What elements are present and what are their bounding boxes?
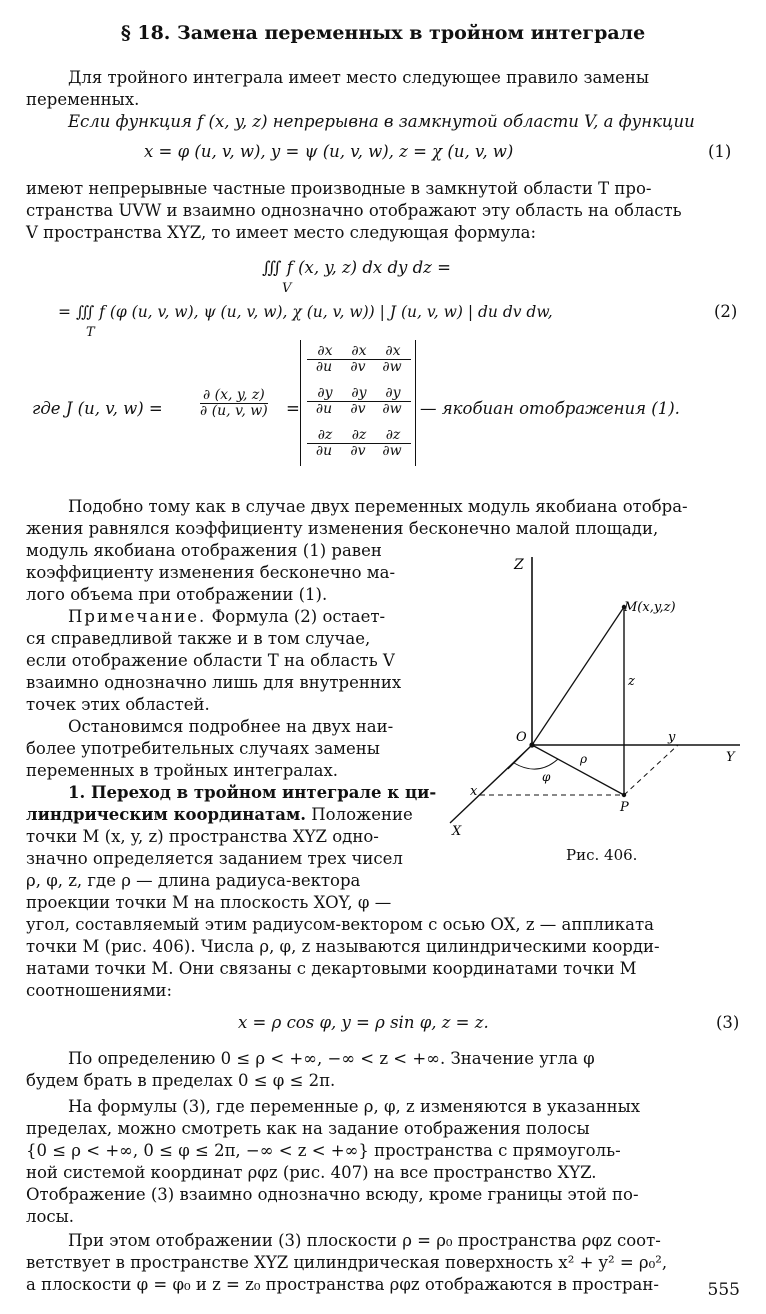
det-cell: ∂v xyxy=(350,443,366,459)
equation-2-left: ∭ f (x, y, z) dx dy dz = xyxy=(262,258,451,277)
equation-2-right-domain: T xyxy=(86,325,95,340)
det-cell: ∂u xyxy=(315,401,333,417)
det-cell: ∂x xyxy=(375,344,411,360)
continuation-line-3: V пространства XYZ, то имеет место следующая формула: xyxy=(26,223,537,242)
det-cell: ∂v xyxy=(350,359,366,375)
para-similar-4: коэффициенту изменения бесконечно ма- xyxy=(26,563,396,582)
x-label: x xyxy=(470,784,478,799)
equation-3-number: (3) xyxy=(716,1013,740,1032)
phi-label: φ xyxy=(542,770,551,784)
z-segment-label: z xyxy=(628,674,635,689)
continuation-line-2: странства UVW и взаимно однозначно отображают эту область на область xyxy=(26,201,682,220)
section1-line-3: значно определяется заданием трех чисел xyxy=(26,849,403,868)
para-formulas-5: Отображение (3) взаимно однозначно всюду, кроме границы этой по- xyxy=(26,1185,639,1204)
para-similar-2: жения равнялся коэффициенту изменения бесконечно малой площади, xyxy=(26,519,659,538)
det-cell: ∂v xyxy=(350,401,366,417)
note-line-5: точек этих областей. xyxy=(26,695,210,714)
det-row-2 xyxy=(307,386,409,417)
para-def-2: будем брать в пределах 0 ≤ φ ≤ 2π. xyxy=(26,1071,336,1090)
z-axis-label: Z xyxy=(514,557,524,573)
det-cell: ∂z xyxy=(307,428,343,444)
note-label: Примечание. xyxy=(68,607,207,626)
point-p xyxy=(622,793,626,797)
det-cell: ∂y xyxy=(341,386,377,402)
det-cell: ∂y xyxy=(307,386,343,402)
det-cell: ∂w xyxy=(382,401,402,417)
para-last-2: ветствует в пространстве XYZ цилиндрическая поверхность x² + y² = ρ₀², xyxy=(26,1253,668,1272)
phi-ray xyxy=(508,745,532,769)
para-formulas-3: {0 ≤ ρ < +∞, 0 ≤ φ ≤ 2π, −∞ < z < +∞} пространства с прямоуголь- xyxy=(26,1141,621,1160)
intro-line-1: Для тройного интеграла имеет место следующее правило замены xyxy=(68,68,650,87)
figure-406 xyxy=(440,545,750,845)
section1-heading-b: линдрическим координатам. xyxy=(26,805,307,824)
section1-line-7: точки M (рис. 406). Числа ρ, φ, z называются цилиндрическими коорди- xyxy=(26,937,660,956)
point-m-label: M(x,y,z) xyxy=(624,600,676,615)
para-similar-3: модуль якобиана отображения (1) равен xyxy=(26,541,382,560)
jacobian-determinant xyxy=(300,340,416,466)
continuation-line-1: имеют непрерывные частные производные в замкнутой области T про- xyxy=(26,179,652,198)
equation-1-number: (1) xyxy=(708,142,732,161)
section1-text-1: Положение xyxy=(311,805,413,824)
x-axis-label: X xyxy=(452,824,462,839)
jacobian-equals: = xyxy=(286,399,300,418)
det-cell: ∂z xyxy=(375,428,411,444)
para-formulas-6: лосы. xyxy=(26,1207,75,1226)
det-cell: ∂u xyxy=(315,443,333,459)
point-p-label: P xyxy=(620,800,629,815)
det-cell: ∂w xyxy=(382,359,402,375)
note-line-4: взаимно однозначно лишь для внутренних xyxy=(26,673,402,692)
para-def-1: По определению 0 ≤ ρ < +∞, −∞ < z < +∞. Значение угла φ xyxy=(68,1049,595,1068)
y-projection-line xyxy=(624,745,678,795)
y-axis-label: Y xyxy=(726,750,735,765)
om-line xyxy=(532,607,624,745)
section1-line-9: соотношениями: xyxy=(26,981,173,1000)
jacobian-fraction xyxy=(200,388,268,419)
origin-label: O xyxy=(516,730,527,745)
section1-line-6: угол, составляемый этим радиусом-вектором с осью OX, z — аппликата xyxy=(26,915,654,934)
det-cell: ∂x xyxy=(307,344,343,360)
para-stop-3: переменных в тройных интегралах. xyxy=(26,761,339,780)
equation-1: x = φ (u, v, w), y = ψ (u, v, w), z = χ (u, v, w) xyxy=(144,142,514,161)
jacobian-fraction-den: ∂ (u, v, w) xyxy=(200,403,268,419)
det-cell: ∂u xyxy=(315,359,333,375)
para-formulas-2: пределах, можно смотреть как на задание отображения полосы xyxy=(26,1119,590,1138)
note-line-3: если отображение области T на область V xyxy=(26,651,395,670)
det-row-1 xyxy=(307,344,409,375)
det-row-3 xyxy=(307,428,409,459)
equation-3: x = ρ cos φ, y = ρ sin φ, z = z. xyxy=(238,1013,489,1032)
condition-line: Если функция f (x, y, z) непрерывна в замкнутой области V, а функции xyxy=(68,112,695,131)
page-number: 555 xyxy=(707,1280,740,1300)
figure-caption: Рис. 406. xyxy=(566,846,638,864)
page-title: § 18. Замена переменных в тройном интеграле xyxy=(120,22,646,44)
equation-2-number: (2) xyxy=(714,302,738,321)
det-cell: ∂w xyxy=(382,443,402,459)
para-formulas-4: ной системой координат ρφz (рис. 407) на все пространство XYZ. xyxy=(26,1163,597,1182)
section1-line-1 xyxy=(26,804,413,826)
para-last-3: а плоскости φ = φ₀ и z = z₀ пространства ρφz отображаются в простран- xyxy=(26,1275,659,1294)
det-cell: ∂x xyxy=(341,344,377,360)
para-similar-5: лого объема при отображении (1). xyxy=(26,585,328,604)
jacobian-suffix: — якобиан отображения (1). xyxy=(420,399,680,418)
det-cell: ∂z xyxy=(341,428,377,444)
note-line-2: ся справедливой также и в том случае, xyxy=(26,629,371,648)
section1-line-4: ρ, φ, z, где ρ — длина радиуса-вектора xyxy=(26,871,361,890)
section1-line-8: натами точки M. Они связаны с декартовыми координатами точки M xyxy=(26,959,637,978)
equation-2-left-domain: V xyxy=(282,281,292,296)
para-stop-2: более употребительных случаях замены xyxy=(26,739,380,758)
note-text-1: Формула (2) остает- xyxy=(211,607,386,626)
section1-line-5: проекции точки M на плоскость XOY, φ — xyxy=(26,893,392,912)
equation-2-right: = ∭ f (φ (u, v, w), ψ (u, v, w), χ (u, v, w)) | J (u, v, w) | du dv dw, xyxy=(58,303,553,321)
phi-arc xyxy=(514,759,558,769)
det-cell: ∂y xyxy=(375,386,411,402)
para-last-1: При этом отображении (3) плоскости ρ = ρ₀ пространства ρφz соот- xyxy=(68,1231,661,1250)
para-stop-1: Остановимся подробнее на двух наи- xyxy=(68,717,394,736)
jacobian-fraction-num: ∂ (x, y, z) xyxy=(200,388,268,404)
para-formulas-1: На формулы (3), где переменные ρ, φ, z изменяются в указанных xyxy=(68,1097,641,1116)
rho-label: ρ xyxy=(580,752,588,766)
jacobian-prefix: где J (u, v, w) = xyxy=(32,399,163,418)
section1-heading-a: 1. Переход в тройном интеграле к ци- xyxy=(68,783,437,802)
note-line-1 xyxy=(68,606,385,628)
para-similar-1: Подобно тому как в случае двух переменных модуль якобиана отобра- xyxy=(68,497,688,516)
origin-point xyxy=(529,742,534,747)
intro-line-2: переменных. xyxy=(26,90,140,109)
section1-line-2: точки M (x, y, z) пространства XYZ одно- xyxy=(26,827,379,846)
y-label: y xyxy=(668,730,676,745)
